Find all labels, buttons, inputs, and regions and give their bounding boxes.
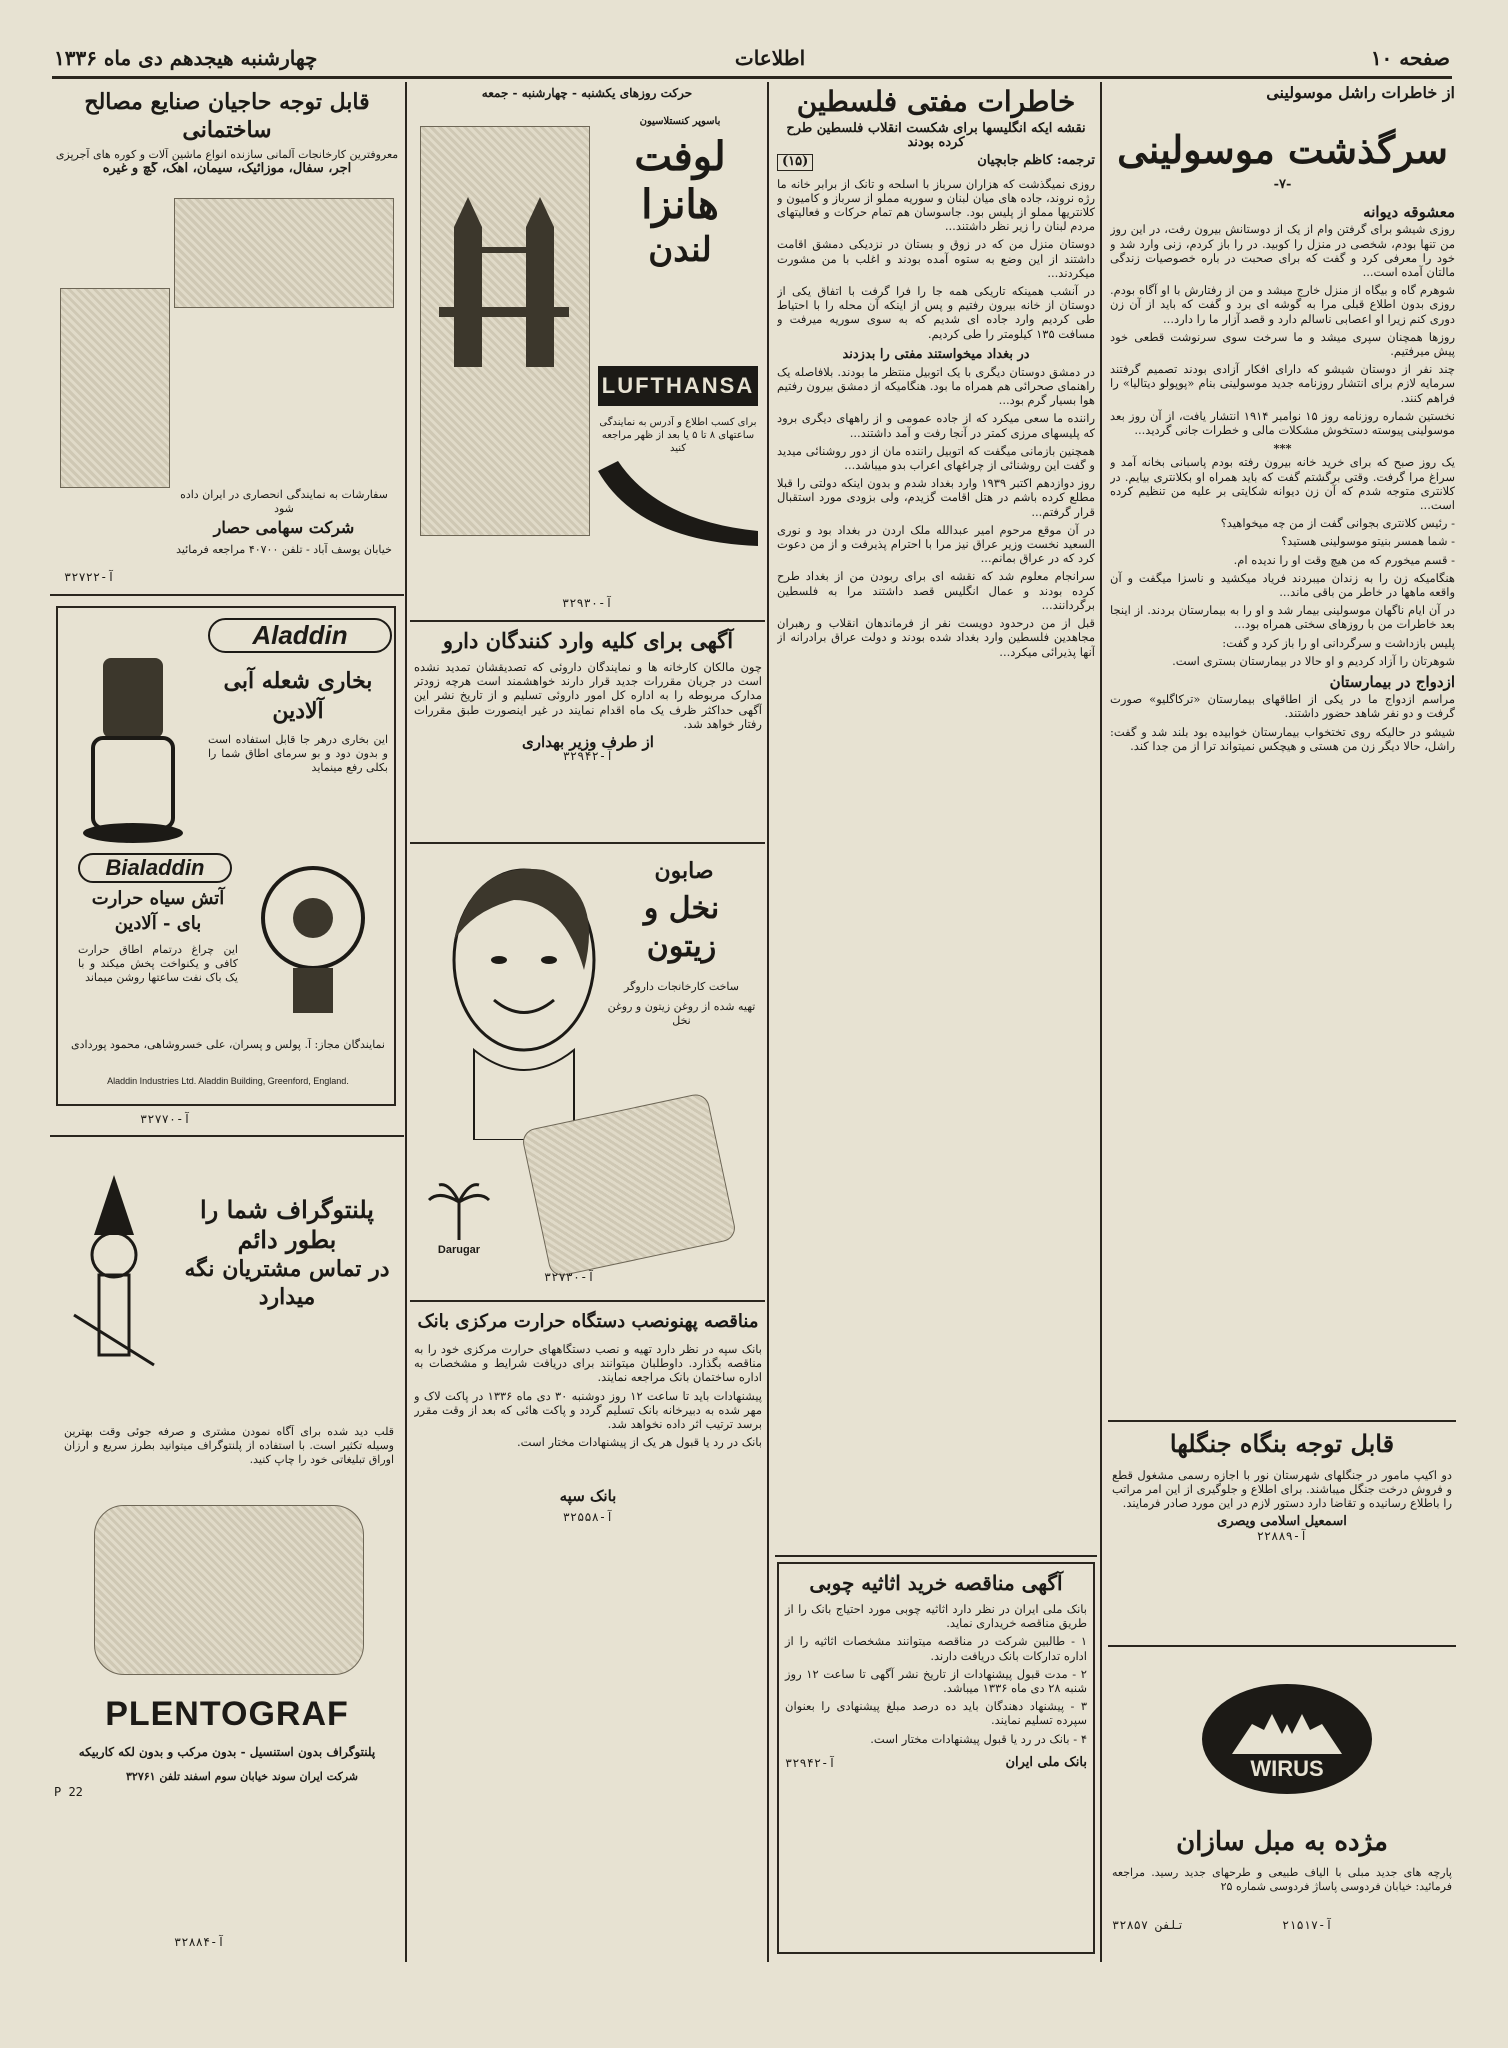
mussolini-section-title: ازدواج در بیمارستان [1329,673,1455,692]
mussolini-paragraph: یک روز صبح که برای خرید خانه بیرون رفته بودم پاسبانی بخانه آمد و سراغ مرا گرفت. وقتی برگشتم گفت که باید همراه او بکلانتری بیایم. در کلانتری متوجه شدم که آن زن دیوانه شکایتی بر علیه من تنظیم کرده است... [1110,455,1455,513]
wirus-logo [1202,1684,1372,1794]
section-rule [775,1555,1097,1557]
mufti-translator: ترجمه: کاظم جابچیان [977,153,1095,169]
furniture-bid-paragraph: ۴ - بانک در رد یا قبول پیشنهادات مختار است. [870,1731,1087,1746]
section-rule [1108,1645,1456,1647]
lufthansa-ad [412,86,762,616]
tower-bridge-icon [419,127,589,537]
aladdin-product-text: این بخاری درهر جا قابل استفاده است و بدون دود و بو سرمای اطاق شما را بکلی رفع مینماید [208,733,388,775]
ad-code: آ-۳۲۸۸۴ [174,1935,225,1949]
heating-bid-paragraph: بانک سپه در نظر دارد تهیه و نصب دستگاههای حرارت مرکزی خود را به مناقصه بگذارد. داوطلبان میتوانند برای دریافت شرایط و مشخصات به اداره ساختمان بانک مراجعه نمایند. [414,1342,762,1385]
section-rule [1108,1420,1456,1422]
drug-importers-title: آگهی برای کلیه وارد کنندگان دارو [442,628,734,653]
mussolini-paragraph: پلیس بازداشت و سرگردانی او را باز کرد و گفت: [1222,635,1455,650]
mussolini-paragraph: شوهرم گاه و بیگاه از منزل خارج میشد و من از رفتارش با او آگاه بودم. روزی بدون اطلاع قبلی مرا به گوشه ای برد و گفت که باید از آن زن دوری کنم زیرا او اعصابی ناسالم دارد و قصد آزار ما را دارد... [1110,283,1455,326]
plentograf-body: قلب دید شده برای آگاه نمودن مشتری و صرفه جوئی وقت بهترین وسیله تکثیر است. با استفاده از پلنتوگراف میتوانید بطرز سریع و ارزان اوراق تبلیغاتی خود را چاپ کنید. [64,1425,394,1467]
kerosene-heater-icon [68,648,198,848]
furniture-bid-paragraph: بانک ملی ایران در نظر دارد اثاثیه چوبی مورد احتیاج بانک را از طریق مناقصه خریداری نماید. [785,1602,1087,1631]
mussolini-paragraph: مراسم ازدواج ما در یکی از اطاقهای بیمارستان «ترکاگلیو» صورت گرفت و دو نفر شاهد حضور داشتند. [1110,692,1455,721]
mussolini-kicker: از خاطرات راشل موسولینی [1266,86,1455,102]
mufti-paragraph: در آن موقع مرحوم امیر عبدالله ملک اردن در بغداد بود و نوری السعید نخست وزیر عراق نیز مرا با احترام پذیرفت و از من دعوت کرد که در عراق بمانم... [777,522,1095,566]
building-ad-products: آجر، سفال، موزائیک، سیمان، آهک، گچ و غیره [102,162,352,177]
lufthansa-logo-band [598,366,758,406]
mufti-paragraph: در دمشق دوستان دیگری با یک اتوبیل منتظر ما بودند. بلافاصله یک راهنمای صحرائی هم همراه ما بود. هنگامیکه از دمشق بیرون رفتیم هوا بسیار گرم بود... [777,364,1095,408]
soap-logo-text: Darugar [437,1244,481,1256]
aladdin-brand: Aladdin [208,618,392,653]
plentograf-ref: P 22 [54,1785,83,1799]
aladdin-ad [56,606,396,1106]
ad-code: آ-۲۲۸۸۹ [1256,1528,1308,1543]
ad-code: آ-۳۲۵۵۸ [562,1509,614,1524]
mufti-headline: خاطرات مفتی فلسطین [796,86,1076,118]
mussolini-article [1110,86,1455,1416]
soap-ad-line: ساخت کارخانجات داروگر [624,980,739,993]
aladdin-product-title: بخاری شعله آبی [223,668,373,694]
mufti-paragraph: در آنشب همینکه تاریکی همه جا را فرا گرفت با اتفاق یکی از دوستان از خانه بیرون رفتیم و پس از اینکه آن محله را با احتیاط طی کردیم وارد جاده ای شدیم که به سوی سوریه میرفت و مسافت ۱۳۵ کیلومتر را طی کردیم. [777,284,1095,341]
masthead-date: چهارشنبه هیجدهم دی ماه ۱۳۳۶ [54,46,318,70]
plentograf-subtitle: پلنتوگراف بدون استنسیل - بدون مرکب و بدون لکه کاربیکه [78,1745,376,1759]
furniture-bid-paragraph: ۳ - پیشنهاد دهندگان باید ده درصد مبلغ پیشنهادی را بعنوان سپرده تسلیم نمایند. [785,1699,1087,1728]
ad-code: آ-۳۲۷۳۰ [544,1270,595,1284]
forest-notice-body: دو اکیپ مامور در جنگلهای شهرستان نور با اجازه رسمی مشغول قطع و فروش درخت جنگل میباشند. برای اطلاع و جلوگیری از این امر مراتب را باطلاع رسانیده و تقاضا دارد دستور لازم در این مورد صادر فرمایند. [1112,1468,1452,1511]
drug-importers-notice [414,628,762,838]
mufti-paragraph: روز دوازدهم اکتبر ۱۹۳۹ وارد بغداد شدم و بدون اینکه دولتی را قبلا مطلع کرده باشم در هتل اقامت گزیدم، ولی بزودی مورد استقبال قرار گرفتم... [777,476,1095,519]
mussolini-paragraph: شوهرتان را آزاد کردیم و او حالا در بیمارستان بستری است. [1172,653,1455,668]
mufti-paragraph: روزی نمیگذشت که هزاران سرباز با اسلحه و تانک از برابر خانه ما رژه نروند، جاده های میان لبنان و سوریه مملو از سرباز و کامیون و کلانتریها مملو از پلیس بود. جاسوسان هم تمام حرکات و فعالیتهای مردم لبنان را زیر نظر داشتند... [777,176,1095,234]
lufthansa-destination: لندن [648,230,712,270]
mussolini-section-title: معشوقه دیوانه [1363,203,1455,222]
heating-bid-paragraph: بانک در رد یا قبول هر یک از پیشنهادات مختار است. [517,1435,762,1450]
forest-notice-signature: اسمعیل اسلامی ویصری [1217,1513,1347,1529]
masthead-page-number: صفحه ۱۰ [1370,46,1450,70]
column-divider [405,82,407,1962]
mussolini-paragraph: در آن ایام ناگهان موسولینی بیمار شد و او را به بیمارستان بردند. از اینجا بعد خاطرات من با روزهای سختی همراه بود... [1110,603,1455,632]
swoosh-icon [598,461,758,551]
mussolini-paragraph: شیشو در حالیکه روی تختخواب بیمارستان خوابیده بود بلند شد و گفت: راشل، حالا دیگر زن من هستی و هیچکس نمیتواند ترا از من جدا کند. [1110,724,1455,753]
wirus-ad-title: مژده به مبل سازان [1176,1827,1388,1857]
plentograf-ad [54,1145,400,1955]
ad-code: آ-۲۱۵۱۷ [1282,1918,1333,1932]
tower-bridge-illustration [420,126,590,536]
section-rule [50,594,404,596]
soap-ad-title: صابون [654,858,714,884]
plentograf-headline-1: پلنتوگراف شما را بطور دائم [200,1195,374,1254]
mussolini-paragraph: روزها همچنان سپری میشد و ما سرخت سوی سرنوشت قطعی خود پیش میرفتیم. [1110,329,1455,359]
soap-ad [414,850,762,1295]
bialaddin-name: بای - آلادین [114,913,202,934]
drug-importers-body: چون مالکان کارخانه ها و نمایندگان داروئی که تصدیقشان تمدید نشده است در جریان مقررات جدید قرار دارند خواهشمند است هرچه زودتر مدارک مربوطه را به اداره کل امور داروئی تسلیم و از تاریخ نشر این آگهی حداکثر ظرف یک ماه اقدام نمایند در غیر اینصورت طبق مقررات رفتار خواهد شد. [414,660,762,731]
lufthansa-brand-persian: لوفت هانزا [634,133,726,228]
lufthansa-aircraft: باسوپر کنستلاسیون [639,116,721,127]
lufthansa-brand-latin: LUFTHANSA [601,373,755,398]
brick-machine-illustration [174,198,394,308]
palm-logo [424,1180,494,1260]
ad-code: آ-۳۲۹۴۲ [562,749,614,764]
mufti-section-title: در بغداد میخواستند مفتی را بدزدند [842,346,1030,362]
heating-bid-paragraph: پیشنهادات باید تا ساعت ۱۲ روز دوشنبه ۳۰ دی ماه ۱۳۳۶ در پاکت لاک و مهر شده به دبیرخانه بانک تسلیم گردد و پاکت هائی که بعد از وقت مقرر برسد ترتیب اثر داده نخواهد شد. [414,1388,762,1432]
reflector-heater-icon [248,858,378,1018]
bialaddin-title: آتش سیاه حرارت [91,888,225,909]
mussolini-paragraph: چند نفر از دوستان شیشو که دارای افکار آزادی بودند تصمیم گرفتند سرمایه لازم برای انتشار روزنامه جدید موسولینی بنام «پوپولو دیتالیا» را فراهم کنند. [1110,362,1455,405]
heating-bid-title: مناقصه پهنونصب دستگاه حرارت مرکزی بانک [417,1311,759,1332]
furniture-bid-paragraph: ۱ - طالبین شرکت در مناقصه میتوانند مشخصات اثاثیه را از اداره تدارکات بانک دریافت دارند. [785,1634,1087,1663]
mussolini-part: -۷- [1273,177,1292,193]
wirus-ad [1112,1656,1452,1956]
wirus-ad-body: پارچه های جدید مبلی با الیاف طبیعی و طرحهای جدید رسید. مراجعه فرمائید: خیابان فردوسی پاساژ فردوسی شماره ۲۵ [1112,1866,1452,1894]
building-ad-title: قابل توجه حاجیان صنایع مصالح ساختمانی [84,89,370,143]
bialaddin-brand: Bialaddin [78,853,232,883]
mufti-part-number: (۱۵) [777,154,813,170]
ad-code: آ-۳۲۷۲۲ [64,570,115,584]
building-ad-order-note: سفارشات به نمایندگی انحصاری در ایران داده شود [180,488,388,516]
building-ad-line: معروفترین کارخانجات آلمانی سازنده انواع ماشین آلات و کوره های آجرپزی [55,148,399,161]
furniture-bid-paragraph: ۲ - مدت قبول پیشنهادات از تاریخ نشر آگهی تا ساعت ۱۲ روز شنبه ۲۸ دی ماه ۱۳۳۶ میباشد. [785,1666,1087,1696]
ad-code: آ-۳۲۷۷۰ [140,1112,191,1126]
duplicator-machine-illustration [94,1505,364,1675]
ad-code: آ-۳۲۹۴۲ [785,1755,836,1770]
plentograf-address: شرکت ایران سوند خیابان سوم اسفند تلفن ۳۲۷۶۱ [126,1770,358,1783]
mussolini-dialogue: - قسم میخورم که من هیچ وقت او را ندیده ام. [1233,552,1455,567]
section-rule [410,842,765,844]
plentograf-headline-2: در تماس مشتریان نگه میدارد [184,1256,390,1310]
lufthansa-note: برای کسب اطلاع و آدرس به نمایندگی ساعتهای ۸ تا ۵ یا بعد از ظهر مراجعه کنید [599,417,757,454]
masthead-rule [52,76,1452,79]
wirus-brand: WIRUS [1250,1756,1324,1781]
building-ad-company: شرکت سهامی حصار [213,518,355,537]
aladdin-dealers: نمایندگان مجاز: آ. پولس و پسران، علی خسروشاهی، محمود پوردادی [71,1038,385,1051]
masthead-paper-name: اطلاعات [734,46,806,70]
column-divider [1100,82,1102,1962]
mussolini-headline: سرگذشت موسولینی [1117,127,1448,173]
mussolini-paragraph: روزی شیشو برای گرفتن وام از یک از دوستانش بیرون رفت، در این روز من تنها بودم، شخصی در منزل را کوبید. در را باز کردم، زنی وارد شد و خود را معرفی کرد و گفت که برای صحبت در باره خصوصیات زندگی مالتان آمده است... [1110,222,1455,280]
mussolini-dialogue: - رئیس کلانتری بجوانی گفت از من چه میخواهید؟ [1220,516,1455,531]
forest-notice [1112,1428,1452,1638]
mussolini-dialogue: - شما همسر بنیتو موسولینی هستید؟ [1281,534,1455,549]
furniture-bid-title: آگهی مناقصه خرید اثاثیه چوبی [809,1571,1063,1595]
palm-tree-icon [424,1180,494,1240]
lufthansa-text-block [598,116,762,556]
soap-brand-name: نخل و زیتون [643,891,720,964]
section-rule [410,1300,765,1302]
building-ad-address: خیابان یوسف آباد - تلفن ۴۰۷۰۰ مراجعه فرمائید [176,543,392,556]
mufti-paragraph: همچنین بازمانی میگفت که اتوبیل راننده مان از دور روشنائی میدید و گفت این روشنائی از چراغهای اعراب بدو میباشد... [777,443,1095,473]
mufti-subtitle: نقشه ایکه انگلیسها برای شکست انقلاب فلسطین طرح کرده بودند [786,121,1086,151]
mussolini-paragraph: نخستین شماره روزنامه روز ۱۵ نوامبر ۱۹۱۴ انتشار یافت، از آن روز بعد موسولینی پیوسته دستخوش مشکلات مالی و خطرات جانی گردید... [1110,408,1455,438]
forest-notice-title: قابل توجه بنگاه جنگلها [1169,1429,1395,1458]
woman-portrait-icon [414,850,614,1140]
building-materials-ad [54,88,400,588]
section-rule [50,1135,404,1137]
section-rule [410,620,765,622]
mussolini-paragraph: هنگامیکه زن را به زندان میبردند فریاد میکشید و ناسزا میگفت و آن واقعه ماهها در خاطر من باقی ماند... [1110,570,1455,600]
soap-ad-line: تهیه شده از روغن زیتون و روغن نخل [607,1000,756,1028]
mufti-paragraph: قبل از من درحدود دویست نفر از فرماندهان انقلاب و رهبران مجاهدین فلسطین وارد بغداد شده بودند و دولت عراق برادرانه از آنها پذیرائی میکرد... [777,616,1095,659]
bialaddin-text: این چراغ درتمام اطاق حرارت کافی و یکنواخت پخش میکند و با یک باک نفت ساعتها روشن میماند [78,943,238,985]
drug-importers-signature: از طرف وزیر بهداری [522,733,654,752]
heating-bid-signature: بانک سپه [559,1487,617,1506]
lufthansa-schedule: حرکت روزهای یکشنبه - چهارشنبه - جمعه [481,86,693,100]
mufti-article [777,86,1095,1541]
brick-samples-illustration [60,288,170,488]
plentograf-brand: PLENTOGRAF [105,1695,349,1733]
ad-code: آ-۳۲۹۳۰ [562,596,613,610]
furniture-bid-notice [777,1562,1095,1954]
mufti-paragraph: راننده ما سعی میکرد که از جاده عمومی و از راههای دیگری برود که پلیسهای مرزی کمتر در آنجا رفت و آمد داشتند... [777,411,1095,440]
mufti-paragraph: سرانجام معلوم شد که نقشه ای برای ربودن من از بغداد طرح کرده بودند و عمال انگلیس قصد داشتند مرا به فلسطین برگردانند... [777,569,1095,612]
aladdin-company: Aladdin Industries Ltd. Aladdin Building, Greenford, England. [107,1076,349,1086]
section-stars: *** [1273,441,1292,456]
mufti-paragraph: دوستان منزل من که در زوق و بستان در نزدیکی دمشق اقامت داشتند از این وضع به ستوه آمده بودند و اغلب با من مشورت میکردند... [777,237,1095,280]
wirus-phone: تلفن ۳۲۸۵۷ [1112,1918,1185,1932]
column-divider [767,82,769,1962]
aladdin-product-name: آلادین [272,698,324,724]
heating-bid-notice [414,1310,762,1955]
furniture-bid-signature: بانک ملی ایران [1005,1754,1087,1770]
pencil-gnome-icon [54,1175,174,1375]
